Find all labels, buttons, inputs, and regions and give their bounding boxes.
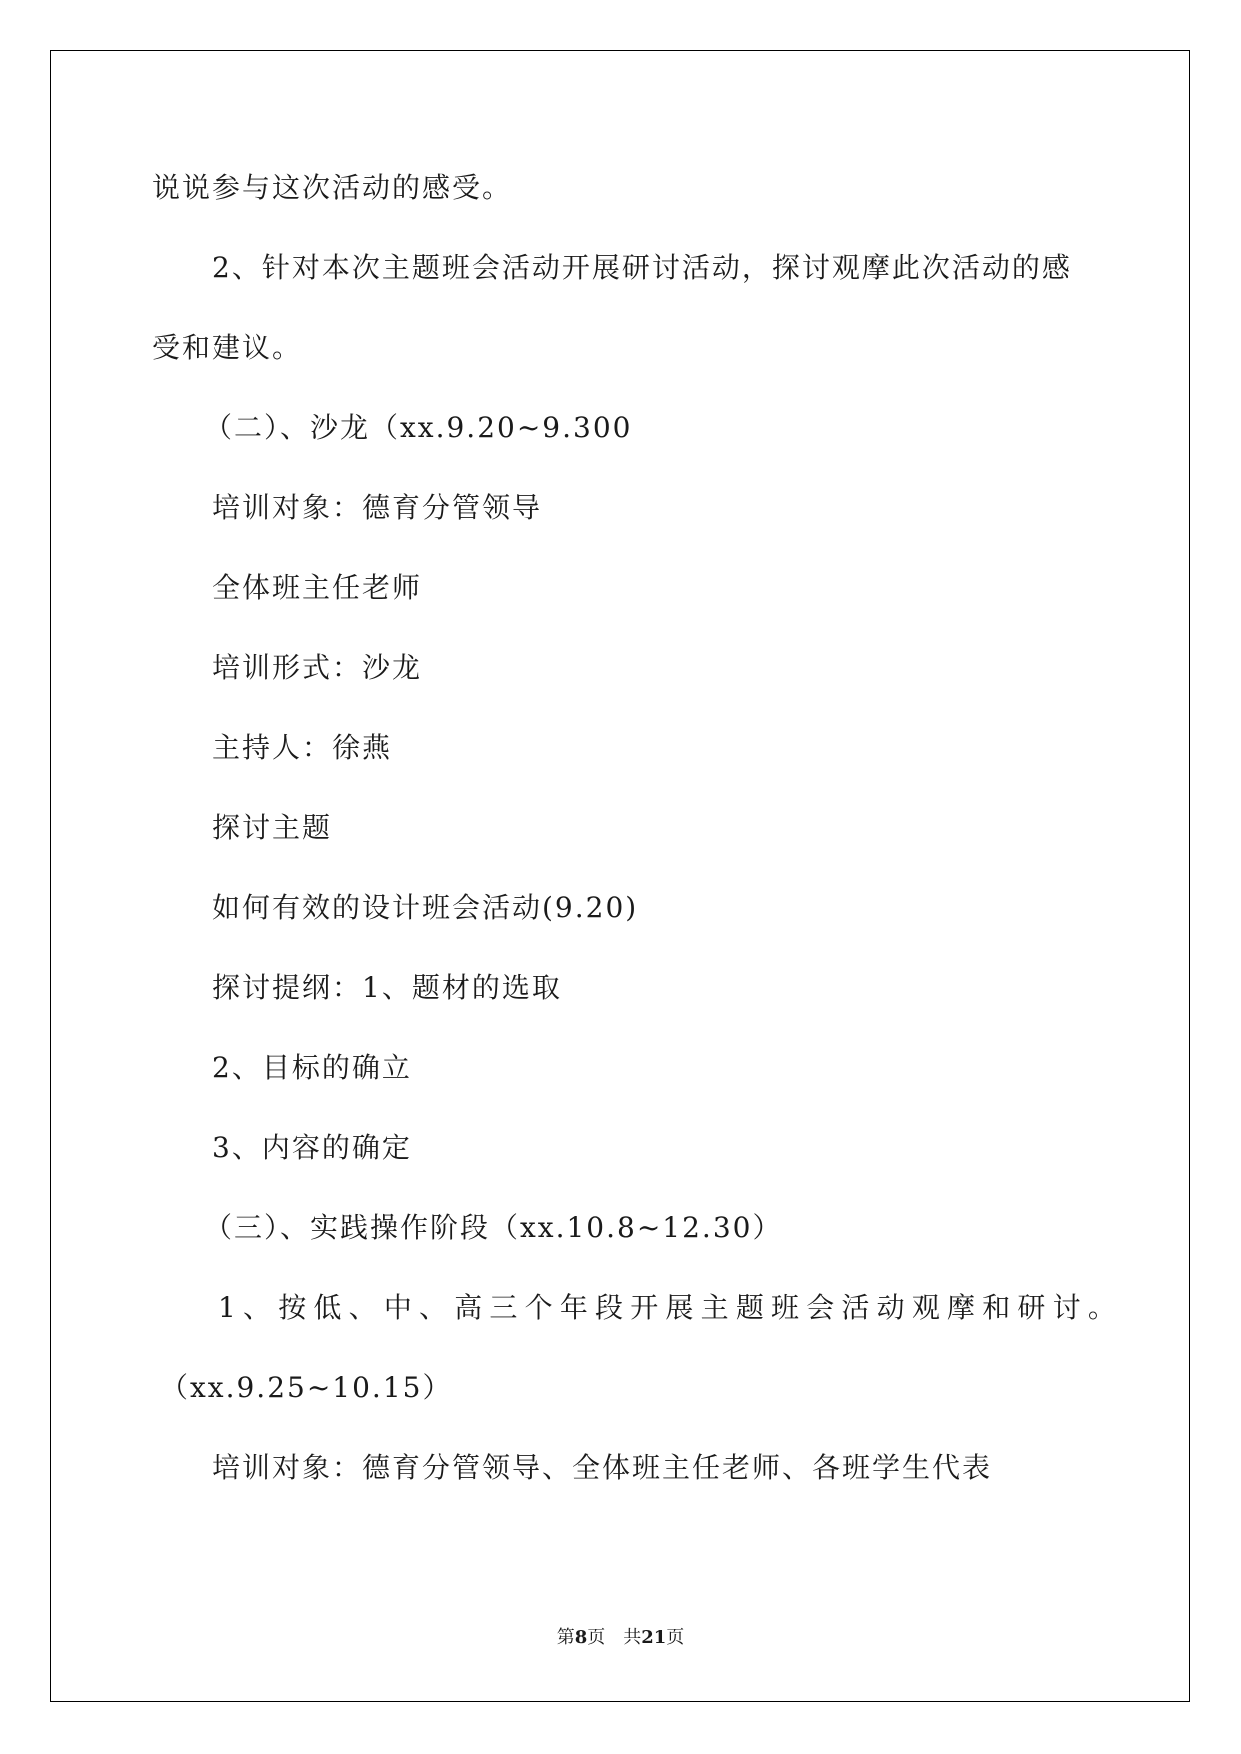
body-line: 培训对象：德育分管领导、全体班主任老师、各班学生代表 bbox=[212, 1451, 993, 1484]
footer-page-suffix: 页 bbox=[587, 1627, 606, 1648]
body-line: 2、目标的确立 bbox=[212, 1051, 412, 1084]
body-line: 探讨提纲：1、题材的选取 bbox=[212, 971, 562, 1004]
section-heading: （三）、实践操作阶段（xx.10.8~12.30） bbox=[204, 1211, 783, 1244]
body-line: 主持人：徐燕 bbox=[212, 731, 393, 764]
page-footer bbox=[0, 1626, 1241, 1650]
body-line: 受和建议。 bbox=[152, 331, 303, 364]
footer-page-number: 8 bbox=[574, 1627, 588, 1648]
body-line: 探讨主题 bbox=[212, 811, 333, 844]
body-line: 2、针对本次主题班会活动开展研讨活动，探讨观摩此次活动的感 bbox=[212, 251, 1072, 284]
body-line: 如何有效的设计班会活动(9.20) bbox=[212, 891, 639, 924]
body-line: 3、内容的确定 bbox=[212, 1131, 412, 1164]
section-heading: （二）、沙龙（xx.9.20~9.300 bbox=[204, 411, 633, 444]
body-line: 培训形式：沙龙 bbox=[212, 651, 423, 684]
body-line: 说说参与这次活动的感受。 bbox=[152, 171, 513, 204]
body-line: 全体班主任老师 bbox=[212, 571, 423, 604]
body-line: （xx.9.25~10.15） bbox=[160, 1371, 453, 1404]
footer-total-suffix: 页 bbox=[666, 1627, 685, 1648]
footer-page-prefix: 第 bbox=[556, 1627, 575, 1648]
footer-total-prefix: 共 bbox=[623, 1627, 642, 1648]
body-line: 培训对象：德育分管领导 bbox=[212, 491, 543, 524]
footer-total-pages: 21 bbox=[641, 1627, 667, 1648]
body-line: 1、按低、中、高三个年段开展主题班会活动观摩和研讨。 bbox=[218, 1291, 1124, 1324]
